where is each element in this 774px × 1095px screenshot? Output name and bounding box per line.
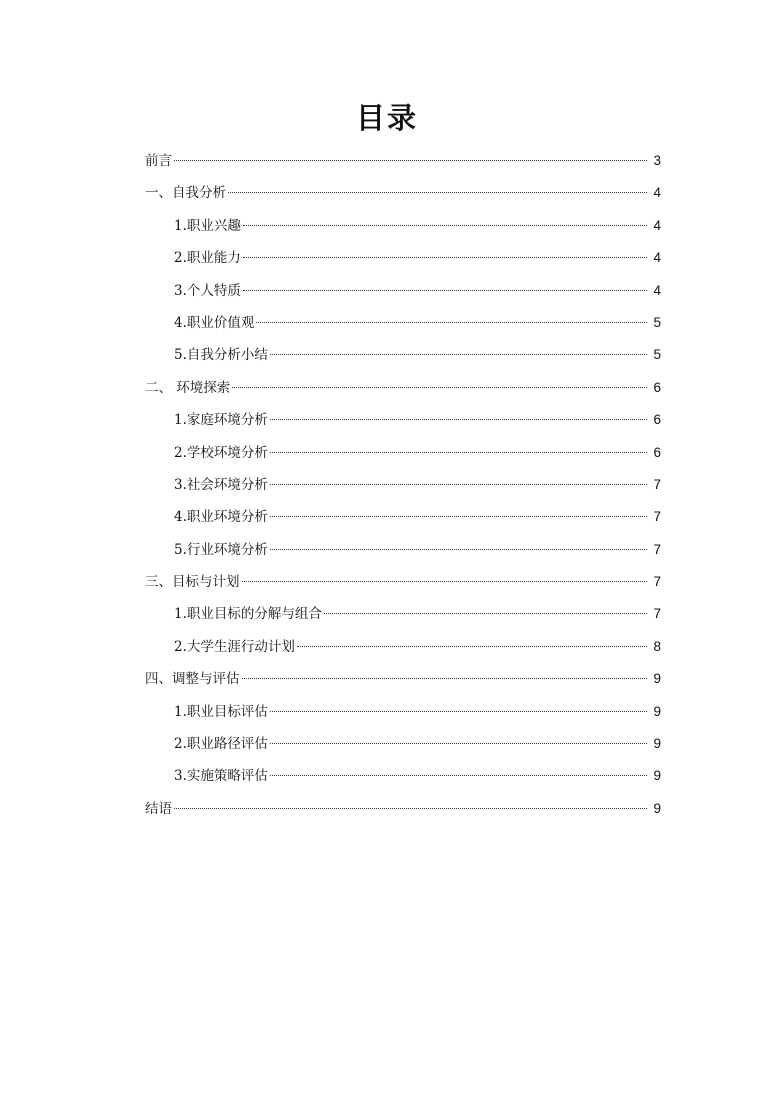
dot-leader <box>243 257 647 258</box>
toc-entry-page-number: 4 <box>653 185 661 201</box>
toc-entry-page-number: 6 <box>653 444 661 460</box>
toc-entry-label: 一、自我分析 <box>145 185 226 202</box>
toc-entry-label: 4.职业环境分析 <box>174 509 268 526</box>
toc-entry[interactable] <box>145 242 661 274</box>
toc-entry[interactable] <box>145 339 661 371</box>
dot-leader <box>174 160 647 161</box>
toc-entry-label: 3.实施策略评估 <box>174 768 268 785</box>
toc-entry-label: 2.职业路径评估 <box>174 736 268 753</box>
toc-entry-page-number: 7 <box>653 574 661 590</box>
toc-entry[interactable] <box>145 210 661 242</box>
toc-entry-label: 二、 环境探索 <box>145 379 231 396</box>
dot-leader <box>270 484 647 485</box>
toc-entry-label: 3.个人特质 <box>174 282 241 299</box>
toc-entry-page-number: 6 <box>653 412 661 428</box>
dot-leader <box>243 225 647 226</box>
dot-leader <box>242 581 648 582</box>
toc-entry-page-number: 5 <box>653 347 661 363</box>
toc-entry[interactable] <box>145 728 661 760</box>
dot-leader <box>324 613 647 614</box>
toc-entry-label: 2.职业能力 <box>174 250 241 267</box>
toc-entry[interactable] <box>145 275 661 307</box>
toc-entry[interactable] <box>145 663 661 695</box>
dot-leader <box>256 322 647 323</box>
toc-entry[interactable] <box>145 598 661 630</box>
toc-entry-label: 2.大学生涯行动计划 <box>174 638 295 655</box>
toc-entry[interactable] <box>145 566 661 598</box>
toc-entry-page-number: 8 <box>653 638 661 654</box>
toc-entry-page-number: 4 <box>653 282 661 298</box>
toc-entry-page-number: 5 <box>653 314 661 330</box>
toc-entry-page-number: 4 <box>653 250 661 266</box>
toc-entry-label: 4.职业价值观 <box>174 314 255 331</box>
toc-entry-page-number: 9 <box>653 800 661 816</box>
dot-leader <box>270 516 647 517</box>
toc-entry-label: 1.职业兴趣 <box>174 217 241 234</box>
toc-entry[interactable] <box>145 177 661 209</box>
toc-entry-label: 2.学校环境分析 <box>174 444 268 461</box>
toc-entry-page-number: 9 <box>653 671 661 687</box>
dot-leader <box>297 646 647 647</box>
dot-leader <box>232 387 647 388</box>
toc-entry-label: 5.行业环境分析 <box>174 541 268 558</box>
toc-entry[interactable] <box>145 437 661 469</box>
toc-entry-page-number: 7 <box>653 541 661 557</box>
dot-leader <box>228 192 647 193</box>
toc-entry-page-number: 6 <box>653 379 661 395</box>
dot-leader <box>270 743 647 744</box>
toc-entry[interactable] <box>145 534 661 566</box>
toc-entry-page-number: 3 <box>653 153 661 168</box>
toc-entry-label: 三、目标与计划 <box>145 574 240 591</box>
toc-entry[interactable] <box>145 760 661 792</box>
dot-leader <box>242 678 648 679</box>
toc-entry[interactable] <box>145 501 661 533</box>
toc-entry-page-number: 7 <box>653 476 661 492</box>
dot-leader <box>270 549 647 550</box>
dot-leader <box>270 711 647 712</box>
toc-entry[interactable] <box>145 372 661 404</box>
toc-entry[interactable] <box>145 793 661 825</box>
toc-entry-label: 1.职业目标的分解与组合 <box>174 606 322 623</box>
dot-leader <box>243 290 647 291</box>
dot-leader <box>174 808 647 809</box>
dot-leader <box>270 452 647 453</box>
toc-entry[interactable] <box>145 469 661 501</box>
toc-entry[interactable] <box>145 145 661 177</box>
toc-entry[interactable] <box>145 404 661 436</box>
dot-leader <box>270 419 647 420</box>
toc-entry-label: 1.职业目标评估 <box>174 703 268 720</box>
toc-entry-label: 结语 <box>145 800 172 817</box>
toc-entry-page-number: 9 <box>653 768 661 784</box>
toc-entry-page-number: 7 <box>653 509 661 525</box>
toc-entry-label: 1.家庭环境分析 <box>174 412 268 429</box>
dot-leader <box>270 775 647 776</box>
toc-entry-label: 前言 <box>145 153 172 169</box>
toc-entry-page-number: 9 <box>653 736 661 752</box>
toc-list <box>145 145 661 825</box>
toc-entry-page-number: 4 <box>653 217 661 233</box>
toc-entry[interactable] <box>145 631 661 663</box>
dot-leader <box>270 354 647 355</box>
toc-entry-page-number: 9 <box>653 703 661 719</box>
toc-entry[interactable] <box>145 307 661 339</box>
toc-entry-label: 3.社会环境分析 <box>174 476 268 493</box>
toc-entry-page-number: 7 <box>653 606 661 622</box>
toc-entry-label: 四、调整与评估 <box>145 671 240 688</box>
toc-entry-label: 5.自我分析小结 <box>174 347 268 364</box>
toc-entry[interactable] <box>145 696 661 728</box>
toc-title: 目录 <box>355 101 418 135</box>
